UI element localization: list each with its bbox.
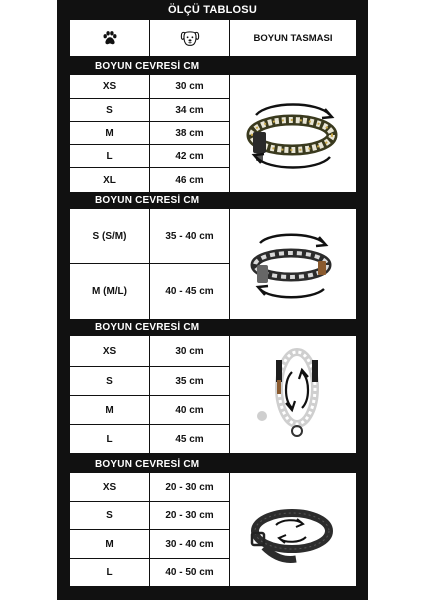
s4-size-cell: L (70, 559, 149, 586)
collar-image-3 (230, 336, 356, 453)
s2-value-cell: 35 - 40 cm (150, 209, 229, 263)
header-collar-label: BOYUN TASMASI (230, 20, 356, 56)
section-4-title: BOYUN CEVRESİ CM (95, 458, 200, 470)
s1-value-cell: 42 cm (150, 145, 229, 167)
s4-value-cell: 20 - 30 cm (150, 473, 229, 501)
s4-value-cell: 40 - 50 cm (150, 559, 229, 586)
collar-image-2 (230, 209, 356, 319)
s1-size-cell: XS (70, 75, 149, 98)
s3-size-cell: L (70, 425, 149, 453)
s1-value-cell: 34 cm (150, 99, 229, 121)
s3-value-cell: 35 cm (150, 367, 229, 395)
s4-size-cell: M (70, 530, 149, 558)
s1-size-cell: L (70, 145, 149, 167)
collar-image-4 (230, 473, 356, 586)
s4-value-cell: 30 - 40 cm (150, 530, 229, 558)
paw-icon (102, 30, 118, 46)
section-1-title: BOYUN CEVRESİ CM (95, 60, 200, 72)
s4-size-cell: S (70, 502, 149, 529)
s2-size-cell: S (S/M) (70, 209, 149, 263)
s4-value-cell: 20 - 30 cm (150, 502, 229, 529)
section-2-title: BOYUN CEVRESİ CM (95, 194, 200, 206)
s1-size-cell: S (70, 99, 149, 121)
s4-size-cell: XS (70, 473, 149, 501)
section-3-title: BOYUN CEVRESİ CM (95, 321, 200, 333)
s1-value-cell: 38 cm (150, 122, 229, 144)
s1-size-cell: XL (70, 168, 149, 192)
header-dog-cell (150, 20, 229, 56)
size-chart (57, 0, 368, 600)
chart-title: ÖLÇÜ TABLOSU (168, 4, 257, 16)
s1-size-cell: M (70, 122, 149, 144)
s1-value-cell: 30 cm (150, 75, 229, 98)
s3-value-cell: 45 cm (150, 425, 229, 453)
s3-value-cell: 40 cm (150, 396, 229, 424)
dog-face-icon (180, 29, 200, 47)
s1-value-cell: 46 cm (150, 168, 229, 192)
s3-size-cell: XS (70, 336, 149, 366)
s3-size-cell: S (70, 367, 149, 395)
s2-value-cell: 40 - 45 cm (150, 264, 229, 319)
s3-size-cell: M (70, 396, 149, 424)
s2-size-cell: M (M/L) (70, 264, 149, 319)
s3-value-cell: 30 cm (150, 336, 229, 366)
header-paw-cell (70, 20, 149, 56)
collar-image-1 (230, 75, 356, 192)
